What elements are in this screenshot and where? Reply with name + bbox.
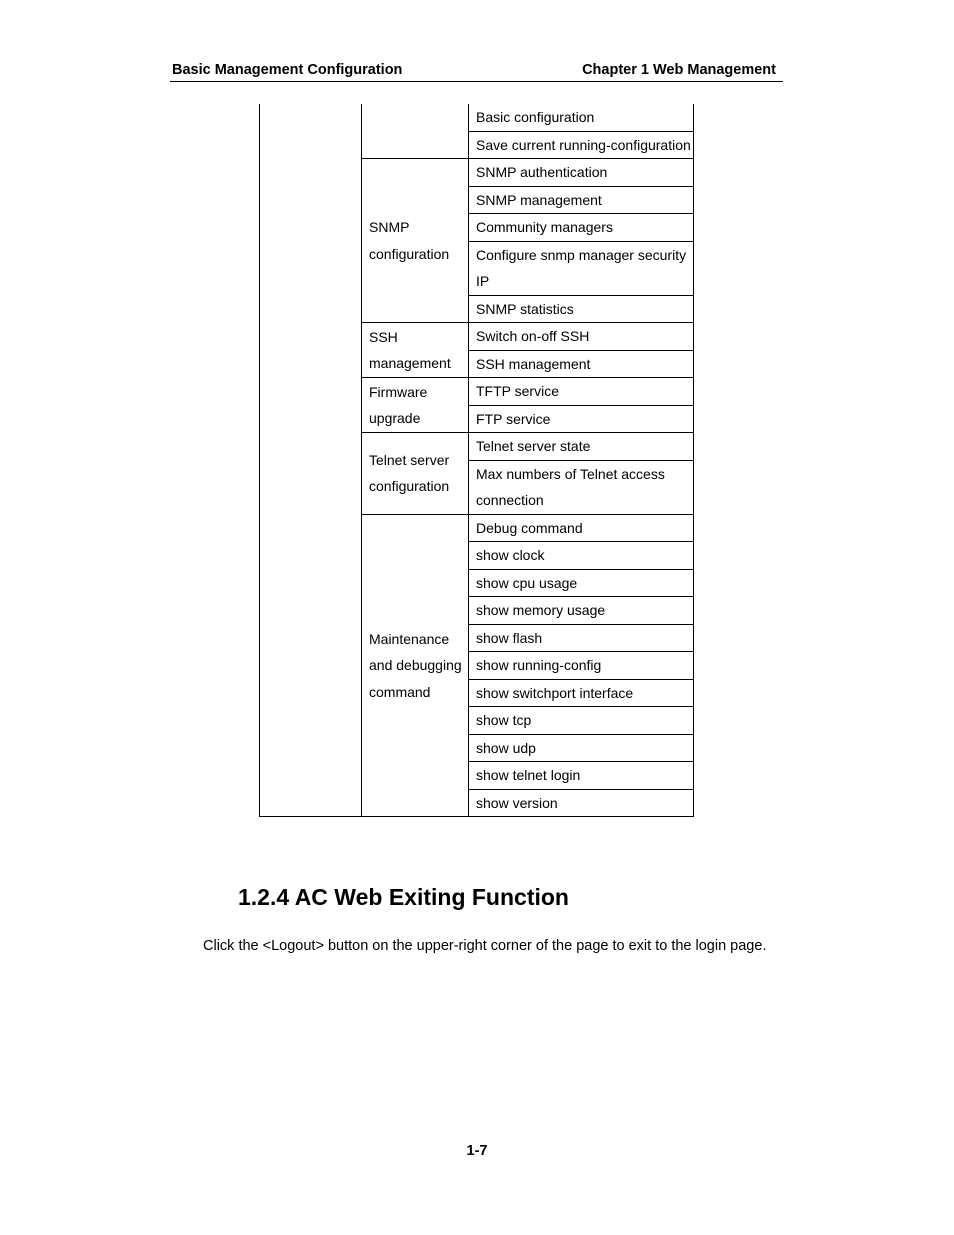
- group-label-cell: SSH management: [362, 323, 469, 378]
- item-cell: show running-config: [469, 652, 694, 680]
- item-cell: SNMP statistics: [469, 295, 694, 323]
- item-cell: Save current running-configuration: [469, 131, 694, 159]
- item-cell: SNMP authentication: [469, 159, 694, 187]
- item-cell: Switch on-off SSH: [469, 323, 694, 351]
- item-cell: Community managers: [469, 214, 694, 242]
- item-cell: show tcp: [469, 707, 694, 735]
- item-cell: TFTP service: [469, 378, 694, 406]
- group-label-cell: SNMP configuration: [362, 159, 469, 323]
- item-cell: FTP service: [469, 405, 694, 433]
- item-cell: show switchport interface: [469, 679, 694, 707]
- group-label-cell: Telnet server configuration: [362, 433, 469, 515]
- section-title: 1.2.4 AC Web Exiting Function: [238, 884, 569, 910]
- group-label-cell: [362, 104, 469, 159]
- section-body: Click the <Logout> button on the upper-right corner of the page to exit to the login page.: [203, 938, 767, 954]
- item-cell: show clock: [469, 542, 694, 570]
- item-cell: show udp: [469, 734, 694, 762]
- item-cell: show memory usage: [469, 597, 694, 625]
- item-cell: show telnet login: [469, 762, 694, 790]
- category-cell: [260, 104, 362, 817]
- config-table: [259, 104, 694, 817]
- group-label-cell: Maintenance and debugging command: [362, 514, 469, 817]
- group-label-cell: Firmware upgrade: [362, 378, 469, 433]
- table-row: [260, 104, 694, 131]
- item-cell: show version: [469, 789, 694, 817]
- item-cell: Basic configuration: [469, 104, 694, 131]
- item-cell: Telnet server state: [469, 433, 694, 461]
- item-cell: Debug command: [469, 514, 694, 542]
- item-cell: show flash: [469, 624, 694, 652]
- item-cell: show cpu usage: [469, 569, 694, 597]
- header-rule: [170, 81, 783, 82]
- item-cell: SNMP management: [469, 186, 694, 214]
- item-cell: Max numbers of Telnet access connection: [469, 460, 694, 514]
- item-cell: SSH management: [469, 350, 694, 378]
- header-right-title: Chapter 1 Web Management: [582, 62, 776, 78]
- header-left-title: Basic Management Configuration: [172, 62, 403, 78]
- item-cell: Configure snmp manager security IP: [469, 241, 694, 295]
- page-number: 1-7: [466, 1143, 488, 1159]
